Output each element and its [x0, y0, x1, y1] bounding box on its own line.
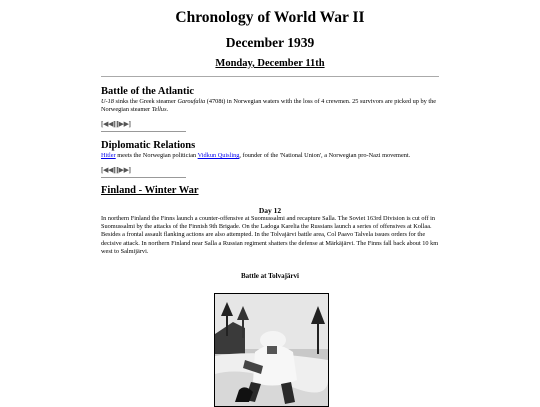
section-nav: [101, 119, 131, 128]
text-part: meets the Norwegian politician: [115, 152, 198, 159]
prev-arrow-icon[interactable]: [◀◀]: [101, 120, 116, 128]
submarine-name: U-18: [101, 98, 114, 105]
section-text-diplomatic: [101, 152, 439, 160]
photo-image: [215, 294, 328, 406]
text-part: .: [166, 106, 169, 114]
nav-separator: |: [115, 166, 117, 174]
link-quisling[interactable]: Vidkun Quisling: [197, 152, 240, 159]
short-divider: [101, 177, 186, 178]
date-heading: Monday, December 11th: [215, 58, 325, 69]
link-hitler[interactable]: Hitler: [101, 152, 116, 159]
ship-name: Tellus: [151, 106, 167, 114]
battle-caption: Battle at Tolvajärvi: [241, 272, 299, 280]
short-divider: [101, 131, 186, 132]
battle-photo: [214, 293, 329, 407]
finland-text: In northern Finland the Finns launch a counter-offensive at Suomussalmi and recapture Salla. The Soviet 163rd Division is cut off in Suomussalmi by the attacks of the Finnish 9th Brigade. On the Ladoga Karelia the Russians launch a series of offensives at Kollaa. Besides a frontal assault flanking actions are also attempted. In the Tolvajärvi battle area, Col Paavo Talvela issues orders for the decisive attack. In northern Finland near Salla a Russian regiment shatters the defense at Märkäjärvi. The Finns fall back about 10 km west to Salmijärvi.: [101, 215, 439, 255]
next-arrow-icon[interactable]: [▶▶]: [116, 166, 131, 174]
prev-arrow-icon[interactable]: [◀◀]: [101, 166, 116, 174]
day-heading: Day 12: [258, 206, 282, 215]
ship-name: Garoufalia: [177, 98, 206, 105]
month-heading: December 1939: [225, 35, 315, 50]
section-heading-diplomatic: Diplomatic Relations: [101, 140, 196, 151]
page-title: Chronology of World War II: [175, 9, 365, 26]
text-part: sinks the Greek steamer: [113, 98, 178, 105]
section-heading-finland[interactable]: Finland - Winter War: [101, 185, 199, 196]
section-text-atlantic: [101, 98, 439, 114]
text-part: (4708t) in Norwegian waters with the loss of 4 crewmen. 25 survivors are picked up by the Norwegian steamer: [101, 98, 437, 114]
text-part: , founder of the 'National Union', a Norwegian pro-Nazi movement.: [239, 152, 411, 159]
nav-separator: |: [115, 120, 117, 128]
next-arrow-icon[interactable]: [▶▶]: [116, 120, 131, 128]
section-nav: [101, 165, 131, 174]
divider: [101, 76, 439, 77]
section-heading-atlantic: Battle of the Atlantic: [101, 86, 195, 97]
